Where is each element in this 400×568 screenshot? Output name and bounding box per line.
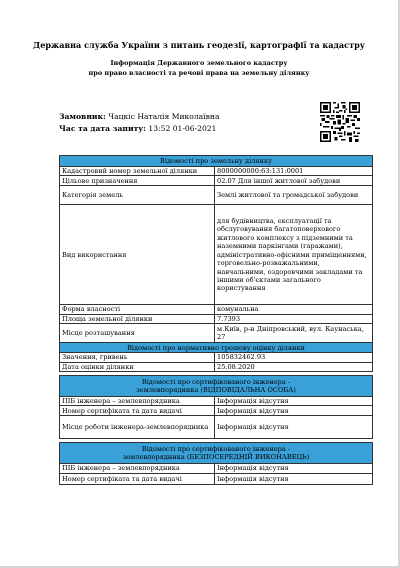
row-label: Номер сертифіката та дата видачі [60,473,215,484]
customer-value: Чацкіс Наталія Миколаївна [108,112,220,121]
table-row [60,362,373,371]
row-value: 8000000000:63:131:0001 [215,167,373,176]
row-label: Місце розташування [60,324,215,343]
table-row [60,416,373,439]
table-row [60,406,373,416]
row-label: Місце роботи інженера-землевпорядника [60,416,215,439]
table-row [60,205,373,305]
row-value: для будівництва, експлуатації та обслуговування багатоповерхового житлового комплексу з підземними та наземними паркінгами (гаражами), адміністративно-офісними приміщеннями, торговельно-розважальними, навчальними, оздоровчими закладами та іншими об'єктами загального користування [215,205,373,305]
document-subtitle [0,59,398,78]
subtitle-line-1: Інформація Державного земельного кадастру [110,59,288,67]
section-title-line-2: землевпорядника (БЕЗПОСЕРЕДНІЙ ВИКОНАВЕЦЬ) [122,453,310,462]
row-value: м.Київ, р-н Дніпровський, вул. Каунаська, 27 [215,324,373,343]
table-row [60,353,373,362]
section-header-engineer-responsible [60,376,373,397]
row-value: Землі житлової та громадської забудови [215,186,373,205]
section-title-line-1: Відомості про сертифікованого інженера - [141,445,291,454]
row-value: 02.07 Для іншої житлової забудови [215,176,373,186]
row-label: Номер сертифіката та дата видачі [60,406,215,416]
row-value: Інформація відсутня [215,397,373,406]
request-datetime-line [59,124,216,133]
table-row [60,397,373,406]
row-value: Інформація відсутня [215,416,373,439]
qr-code-icon [320,102,360,142]
row-value: Інформація відсутня [215,406,373,416]
row-label: Площа земельної ділянки [60,314,215,323]
table-row [60,186,373,205]
row-value: Інформація відсутня [215,464,373,473]
table-row [60,464,373,473]
row-value: Інформація відсутня [215,473,373,484]
datetime-value: 13:52 01-06-2021 [148,124,217,133]
row-value: 105832462.93 [215,353,373,362]
row-value: 25.08.2020 [215,362,373,371]
section-header-engineer-executor [60,443,373,464]
row-label: Форма власності [60,305,215,314]
subtitle-line-2: про право власності та речові права на земельну ділянку [88,68,310,77]
table-row [60,167,373,176]
row-value: комунальна [215,305,373,314]
row-label: Категорія земель [60,186,215,205]
row-label: Значення, гривень [60,353,215,362]
section-header-valuation: Відомості про нормативно грошову оцінку ділянки [60,343,373,353]
section-title-line-1: Відомості про сертифікованого інженера - [141,377,291,386]
table-row [60,324,373,343]
table-row [60,305,373,314]
table-row [60,176,373,186]
agency-title: Державна служба України з питань геодезії, картографії та кадастру [33,40,365,50]
row-label: Цільове призначення [60,176,215,186]
customer-label: Замовник: [59,112,106,121]
cadastre-info-table [59,155,373,485]
section-title-line-2: землевпорядника (ВІДПОВІДАЛЬНА ОСОБА) [136,386,296,395]
section-header-plot: Відомості про земельну ділянку [60,156,373,167]
row-label: Кадастровий номер земельної ділянки [60,167,215,176]
customer-line [59,112,220,121]
datetime-label: Час та дата запиту: [59,124,146,133]
row-label: Вид використання [60,205,215,305]
table-row [60,473,373,484]
row-value: 7.7393 [215,314,373,323]
row-label: ПІБ інженера – землевпорядника [60,464,215,473]
table-row [60,314,373,323]
row-label: Дата оцінки ділянки [60,362,215,371]
row-label: ПІБ інженера – землевпорядника [60,397,215,406]
